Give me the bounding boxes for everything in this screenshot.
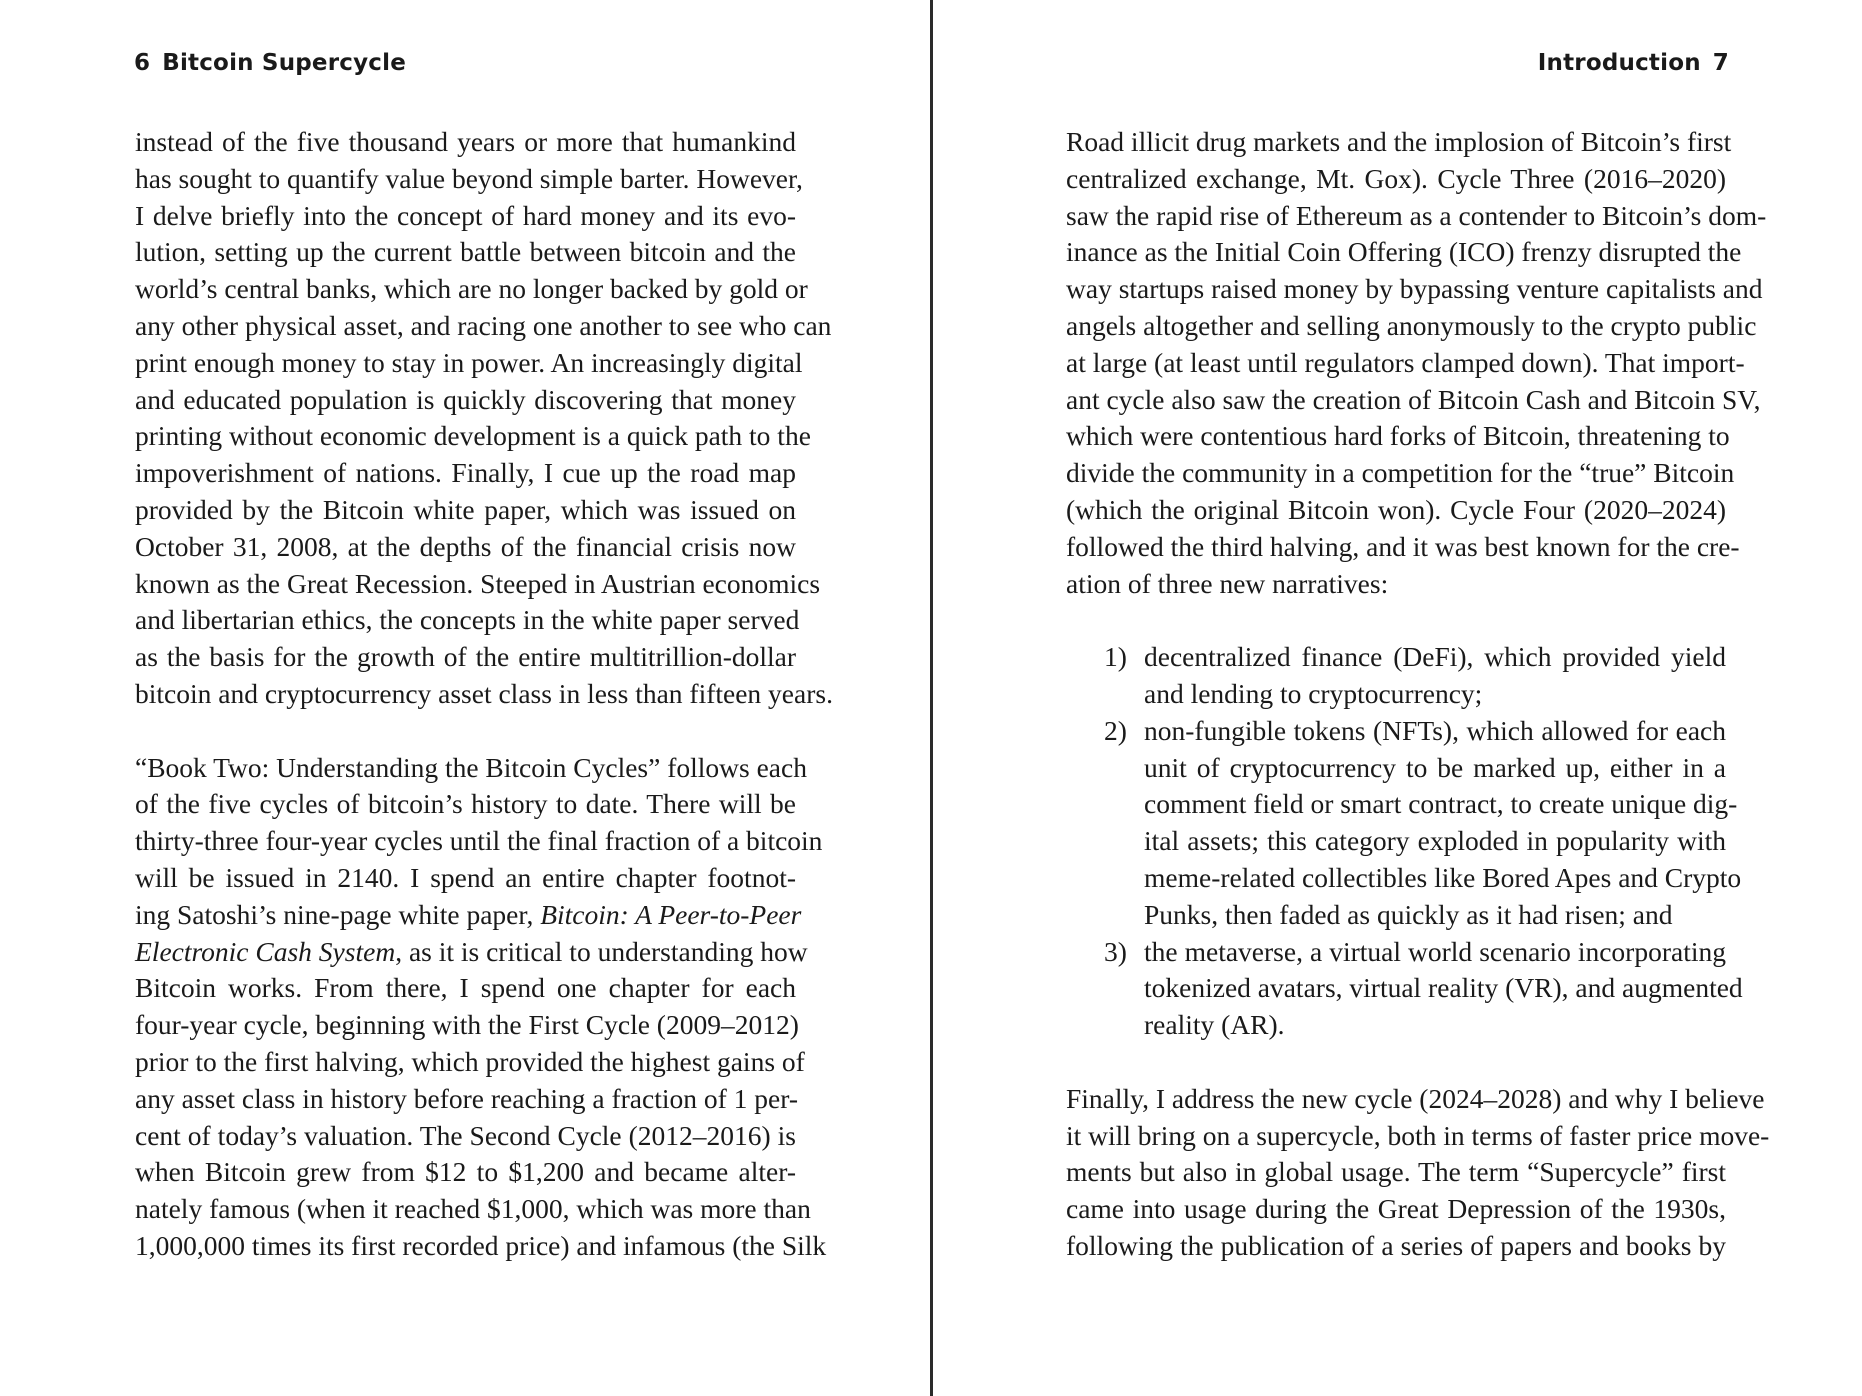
text-line: “Book Two: Understanding the Bitcoin Cycles” follows each — [135, 751, 807, 783]
right-running-head — [1538, 50, 1729, 76]
list-item — [1066, 639, 1726, 713]
left-paragraph-1 — [135, 124, 833, 713]
text-line: will be issued in 2140. I spend an entire chapter footnot- — [135, 861, 796, 893]
left-page-number: 6 — [134, 50, 151, 76]
text-line: it will bring on a supercycle, both in terms of faster price move- — [1066, 1119, 1770, 1151]
text-line: ments but also in global usage. The term “Supercycle” first — [1066, 1156, 1726, 1188]
text-line: October 31, 2008, at the depths of the financial crisis now — [135, 530, 796, 562]
text-line: tokenized avatars, virtual reality (VR), and augmented — [1144, 972, 1743, 1004]
text-line: Bitcoin works. From there, I spend one chapter for each — [135, 972, 796, 1004]
text-line: ation of three new narratives: — [1066, 567, 1389, 599]
left-page — [0, 0, 930, 1396]
text-line: (which the original Bitcoin won). Cycle Four (2020–2024) — [1066, 493, 1726, 525]
text-line: as the basis for the growth of the entire multitrillion-dollar — [135, 641, 796, 673]
text-line: following the publication of a series of papers and books by — [1066, 1229, 1726, 1261]
text-line: printing without economic development is a quick path to the — [135, 420, 811, 452]
text-line: instead of the five thousand years or more that humankind — [135, 126, 796, 157]
right-body-text — [1066, 124, 1770, 1265]
left-running-head-title: Bitcoin Supercycle — [162, 50, 407, 76]
text-line: lution, setting up the current battle between bitcoin and the — [135, 236, 796, 268]
text-line: inance as the Initial Coin Offering (ICO) frenzy disrupted the — [1066, 236, 1742, 268]
right-paragraph-1 — [1066, 124, 1767, 602]
text-line — [135, 897, 802, 934]
text-line: the metaverse, a virtual world scenario incorporating — [1144, 935, 1726, 967]
text-line: came into usage during the Great Depression of the 1930s, — [1066, 1193, 1726, 1225]
list-marker: 1) — [1104, 641, 1127, 673]
text-line: impoverishment of nations. Finally, I cue up the road map — [135, 457, 796, 489]
text-line: provided by the Bitcoin white paper, which was issued on — [135, 493, 796, 525]
text-line: centralized exchange, Mt. Gox). Cycle Three (2016–2020) — [1066, 162, 1726, 194]
right-page-number: 7 — [1712, 50, 1729, 76]
text-line: at large (at least until regulators clamped down). That import- — [1066, 346, 1745, 378]
text-line: meme-related collectibles like Bored Apes and Crypto — [1144, 861, 1742, 893]
text-line: unit of cryptocurrency to be marked up, either in a — [1144, 751, 1726, 783]
text-line: of the five cycles of bitcoin’s history to date. There will be — [135, 788, 796, 820]
text-line: nately famous (when it reached $1,000, which was more than — [135, 1193, 811, 1225]
text-line: way startups raised money by bypassing venture capitalists and — [1066, 273, 1763, 305]
text-line: and libertarian ethics, the concepts in the white paper served — [135, 604, 800, 636]
text-line — [135, 934, 808, 971]
list-item — [1066, 713, 1742, 934]
list-marker: 2) — [1104, 714, 1127, 746]
text-line: non-fungible tokens (NFTs), which allowed for each — [1144, 714, 1726, 746]
text-line: and educated population is quickly discovering that money — [135, 383, 796, 415]
text-line: Road illicit drug markets and the implosion of Bitcoin’s first — [1066, 126, 1732, 157]
list-item — [1066, 934, 1743, 1044]
text-line: ital assets; this category exploded in popularity with — [1144, 825, 1726, 857]
right-running-head-title: Introduction — [1537, 50, 1701, 76]
text-line: cent of today’s valuation. The Second Cycle (2012–2016) is — [135, 1119, 796, 1151]
text-line: world’s central banks, which are no longer backed by gold or — [135, 273, 808, 305]
text-line: followed the third halving, and it was best known for the cre- — [1066, 530, 1740, 562]
list-marker: 3) — [1104, 935, 1127, 967]
text-run: ing Satoshi’s nine-page white paper, — [135, 898, 541, 930]
text-line: I delve briefly into the concept of hard money and its evo- — [135, 199, 796, 231]
text-line: which were contentious hard forks of Bitcoin, threatening to — [1066, 420, 1730, 452]
text-line: four-year cycle, beginning with the First Cycle (2009–2012) — [135, 1009, 799, 1041]
text-line: print enough money to stay in power. An increasingly digital — [135, 346, 803, 378]
book-gutter — [930, 0, 933, 1396]
right-paragraph-2 — [1066, 1081, 1770, 1265]
text-line: Finally, I address the new cycle (2024–2028) and why I believe — [1066, 1082, 1765, 1114]
text-line: known as the Great Recession. Steeped in Austrian economics — [135, 567, 821, 599]
left-running-head — [134, 50, 406, 76]
text-line: ant cycle also saw the creation of Bitcoin Cash and Bitcoin SV, — [1066, 383, 1761, 415]
text-line: and lending to cryptocurrency; — [1144, 677, 1483, 709]
text-line: when Bitcoin grew from $12 to $1,200 and became alter- — [135, 1156, 796, 1188]
book-title-italic: Bitcoin: A Peer-to-Peer — [540, 898, 802, 930]
book-title-italic: Electronic Cash System — [135, 935, 396, 967]
left-paragraph-2 — [135, 750, 827, 1265]
text-line: angels altogether and selling anonymously to the crypto public — [1066, 309, 1757, 341]
text-run: , as it is critical to understanding how — [395, 935, 808, 967]
text-line: comment field or smart contract, to create unique dig- — [1144, 788, 1738, 820]
text-line: decentralized finance (DeFi), which provided yield — [1144, 641, 1726, 673]
text-line: Punks, then faded as quickly as it had risen; and — [1144, 898, 1673, 930]
text-line: saw the rapid rise of Ethereum as a contender to Bitcoin’s dom- — [1066, 199, 1767, 231]
text-line: any asset class in history before reaching a fraction of 1 per- — [135, 1082, 799, 1114]
text-line: any other physical asset, and racing one another to see who can — [135, 309, 832, 341]
text-line: divide the community in a competition for the “true” Bitcoin — [1066, 457, 1735, 489]
text-line: reality (AR). — [1144, 1009, 1285, 1041]
text-line: 1,000,000 times its first recorded price) and infamous (the Silk — [135, 1229, 827, 1261]
left-body-text — [135, 124, 833, 1265]
text-line: bitcoin and cryptocurrency asset class in less than fifteen years. — [135, 677, 833, 709]
text-line: prior to the first halving, which provided the highest gains of — [135, 1045, 805, 1077]
numbered-list — [1066, 639, 1743, 1044]
right-page — [934, 0, 1862, 1396]
text-line: has sought to quantify value beyond simple barter. However, — [135, 162, 803, 194]
text-line: thirty-three four-year cycles until the final fraction of a bitcoin — [135, 825, 823, 857]
